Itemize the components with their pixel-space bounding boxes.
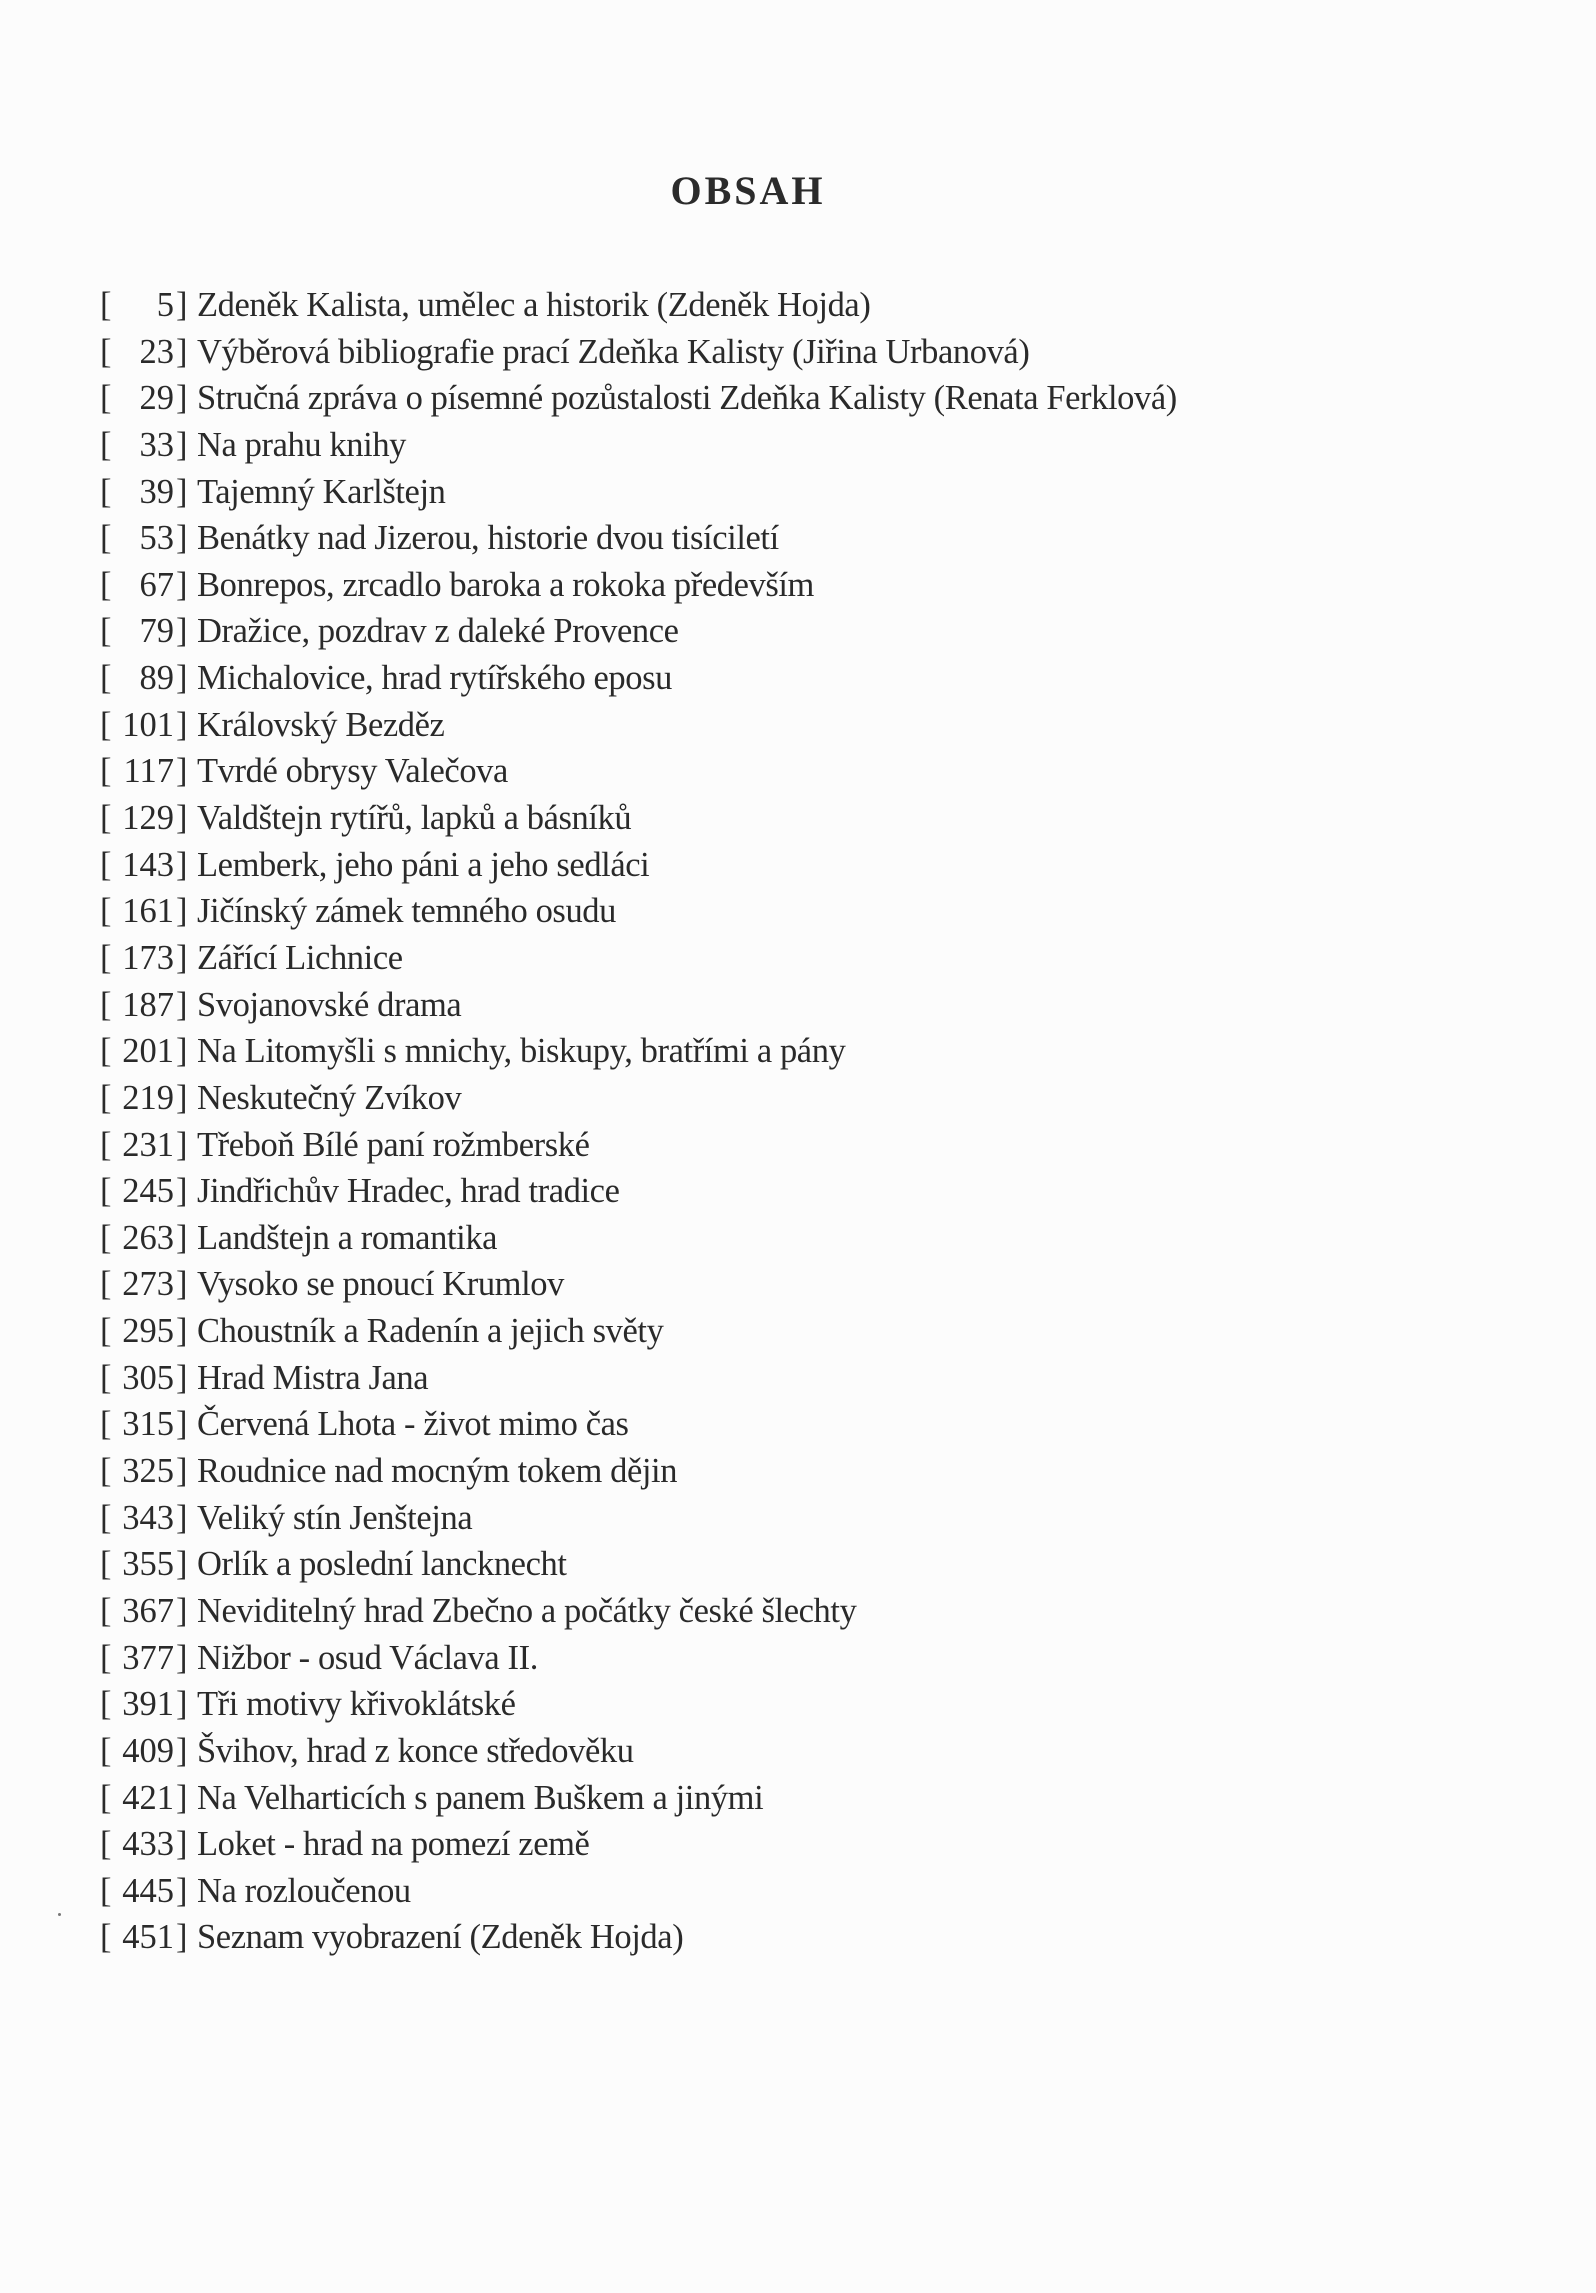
toc-entry bbox=[100, 1681, 1400, 1728]
toc-entry bbox=[100, 1868, 1400, 1915]
page-number: 39 bbox=[139, 472, 174, 511]
toc-entry bbox=[100, 1448, 1400, 1495]
bracket-open: [ bbox=[100, 1778, 112, 1817]
bracket-close: ] bbox=[176, 752, 188, 791]
page-number: 5 bbox=[156, 286, 174, 324]
entry-title: Veliký stín Jenštejna bbox=[197, 1498, 473, 1537]
page-number: 161 bbox=[122, 892, 174, 931]
toc-entry bbox=[100, 608, 1400, 655]
toc-entry bbox=[100, 1168, 1400, 1215]
bracket-open: [ bbox=[100, 1218, 112, 1257]
page-number: 53 bbox=[139, 519, 174, 558]
bracket-close: ] bbox=[176, 1405, 188, 1444]
bracket-open: [ bbox=[100, 425, 112, 464]
toc-entry bbox=[100, 1775, 1400, 1822]
bracket-close: ] bbox=[176, 1825, 188, 1864]
page-number: 89 bbox=[139, 659, 174, 698]
page-reference bbox=[100, 1122, 197, 1169]
bracket-close: ] bbox=[176, 1591, 188, 1630]
bracket-open: [ bbox=[100, 1498, 112, 1537]
toc-entry bbox=[100, 1495, 1400, 1542]
toc-entry bbox=[100, 329, 1400, 376]
toc-entry bbox=[100, 748, 1400, 795]
page-number: 117 bbox=[123, 752, 174, 791]
page-number: 129 bbox=[122, 799, 174, 838]
page-reference bbox=[100, 329, 197, 376]
page-reference bbox=[100, 1914, 197, 1961]
entry-title: Na prahu knihy bbox=[197, 425, 407, 464]
bracket-open: [ bbox=[100, 472, 112, 511]
page-number: 325 bbox=[122, 1452, 174, 1491]
entry-title: Tvrdé obrysy Valečova bbox=[197, 752, 508, 791]
page-reference bbox=[100, 515, 197, 562]
bracket-open: [ bbox=[100, 1591, 112, 1630]
bracket-open: [ bbox=[100, 1358, 112, 1397]
page-number: 263 bbox=[122, 1218, 174, 1257]
bracket-open: [ bbox=[100, 519, 112, 558]
toc-entry bbox=[100, 1261, 1400, 1308]
bracket-close: ] bbox=[176, 1638, 188, 1677]
entry-title: Michalovice, hrad rytířského eposu bbox=[197, 659, 673, 698]
page-number: 451 bbox=[122, 1918, 174, 1957]
page-number: 29 bbox=[139, 379, 174, 418]
bracket-close: ] bbox=[176, 1358, 188, 1397]
page-reference bbox=[100, 655, 197, 702]
page-number: 101 bbox=[122, 705, 174, 744]
page-reference bbox=[100, 422, 197, 469]
toc-entry bbox=[100, 562, 1400, 609]
page-reference bbox=[100, 282, 197, 329]
bracket-close: ] bbox=[176, 659, 188, 698]
bracket-open: [ bbox=[100, 985, 112, 1024]
toc-entry bbox=[100, 1075, 1400, 1122]
bracket-close: ] bbox=[176, 1218, 188, 1257]
page-number: 245 bbox=[122, 1172, 174, 1211]
bracket-close: ] bbox=[176, 1265, 188, 1304]
page-reference bbox=[100, 1681, 197, 1728]
entry-title: Choustník a Radenín a jejich světy bbox=[197, 1312, 664, 1351]
scan-speck bbox=[58, 1913, 61, 1916]
toc-entry bbox=[100, 935, 1400, 982]
page-number: 219 bbox=[122, 1078, 174, 1117]
page-reference bbox=[100, 982, 197, 1029]
bracket-close: ] bbox=[176, 332, 188, 371]
toc-entry bbox=[100, 1308, 1400, 1355]
entry-title: Červená Lhota - život mimo čas bbox=[197, 1405, 629, 1444]
page-title: OBSAH bbox=[670, 167, 826, 213]
bracket-open: [ bbox=[100, 799, 112, 838]
bracket-close: ] bbox=[176, 1685, 188, 1724]
bracket-close: ] bbox=[176, 1172, 188, 1211]
entry-title: Lemberk, jeho páni a jeho sedláci bbox=[197, 845, 650, 884]
bracket-open: [ bbox=[100, 1731, 112, 1770]
toc-entry bbox=[100, 375, 1400, 422]
bracket-open: [ bbox=[100, 705, 112, 744]
page-reference bbox=[100, 1775, 197, 1822]
page-reference bbox=[100, 888, 197, 935]
entry-title: Dražice, pozdrav z daleké Provence bbox=[197, 612, 679, 651]
bracket-close: ] bbox=[176, 1312, 188, 1351]
toc-entry bbox=[100, 422, 1400, 469]
bracket-open: [ bbox=[100, 1685, 112, 1724]
page-number: 391 bbox=[122, 1685, 174, 1724]
toc-entry bbox=[100, 1215, 1400, 1262]
page-reference bbox=[100, 1401, 197, 1448]
bracket-open: [ bbox=[100, 1452, 112, 1491]
bracket-close: ] bbox=[176, 1125, 188, 1164]
entry-title: Tři motivy křivoklátské bbox=[197, 1685, 516, 1724]
toc-entry bbox=[100, 1355, 1400, 1402]
entry-title: Vysoko se pnoucí Krumlov bbox=[197, 1265, 565, 1304]
bracket-open: [ bbox=[100, 1172, 112, 1211]
entry-title: Švihov, hrad z konce středověku bbox=[197, 1731, 634, 1770]
page-reference bbox=[100, 562, 197, 609]
bracket-close: ] bbox=[176, 705, 188, 744]
page-reference bbox=[100, 935, 197, 982]
bracket-close: ] bbox=[176, 1032, 188, 1071]
page-reference bbox=[100, 795, 197, 842]
page-reference bbox=[100, 1028, 197, 1075]
toc-entry bbox=[100, 1635, 1400, 1682]
page-reference bbox=[100, 1261, 197, 1308]
bracket-open: [ bbox=[100, 845, 112, 884]
toc-entry bbox=[100, 1122, 1400, 1169]
bracket-close: ] bbox=[176, 1078, 188, 1117]
entry-title: Na Litomyšli s mnichy, biskupy, bratřími a pány bbox=[197, 1032, 846, 1071]
toc-entry bbox=[100, 888, 1400, 935]
bracket-close: ] bbox=[176, 985, 188, 1024]
page-number: 201 bbox=[122, 1032, 174, 1071]
bracket-close: ] bbox=[176, 565, 188, 604]
bracket-open: [ bbox=[100, 752, 112, 791]
toc-entry bbox=[100, 795, 1400, 842]
bracket-close: ] bbox=[176, 799, 188, 838]
entry-title: Na Velharticích s panem Buškem a jinými bbox=[197, 1778, 764, 1817]
toc-entry bbox=[100, 1541, 1400, 1588]
bracket-open: [ bbox=[100, 1265, 112, 1304]
entry-title: Hrad Mistra Jana bbox=[197, 1358, 429, 1397]
bracket-close: ] bbox=[176, 845, 188, 884]
page-reference bbox=[100, 702, 197, 749]
page-reference bbox=[100, 1541, 197, 1588]
page-reference bbox=[100, 1728, 197, 1775]
page-reference bbox=[100, 1448, 197, 1495]
bracket-close: ] bbox=[176, 892, 188, 931]
bracket-open: [ bbox=[100, 1405, 112, 1444]
bracket-close: ] bbox=[176, 519, 188, 558]
page-number: 433 bbox=[122, 1825, 174, 1864]
page-reference bbox=[100, 1588, 197, 1635]
bracket-close: ] bbox=[176, 1498, 188, 1537]
page-reference bbox=[100, 1868, 197, 1915]
page-reference bbox=[100, 1355, 197, 1402]
entry-title: Svojanovské drama bbox=[197, 985, 462, 1024]
bracket-close: ] bbox=[176, 938, 188, 977]
entry-title: Loket - hrad na pomezí země bbox=[197, 1825, 590, 1864]
entry-title: Neviditelný hrad Zbečno a počátky české šlechty bbox=[197, 1591, 857, 1630]
page-reference bbox=[100, 375, 197, 422]
toc-entry bbox=[100, 1821, 1400, 1868]
entry-title: Benátky nad Jizerou, historie dvou tisíciletí bbox=[197, 519, 779, 558]
entry-title: Valdštejn rytířů, lapků a básníků bbox=[197, 799, 632, 838]
toc-entry bbox=[100, 469, 1400, 516]
bracket-close: ] bbox=[176, 612, 188, 651]
page-reference bbox=[100, 608, 197, 655]
page-number: 173 bbox=[122, 938, 174, 977]
bracket-open: [ bbox=[100, 286, 112, 324]
bracket-open: [ bbox=[100, 659, 112, 698]
entry-title: Orlík a poslední lancknecht bbox=[197, 1545, 567, 1584]
page-number: 343 bbox=[122, 1498, 174, 1537]
bracket-open: [ bbox=[100, 1032, 112, 1071]
bracket-close: ] bbox=[176, 472, 188, 511]
toc-entry bbox=[100, 1588, 1400, 1635]
bracket-close: ] bbox=[176, 1778, 188, 1817]
entry-title: Zdeněk Kalista, umělec a historik (Zdeněk Hojda) bbox=[197, 286, 871, 324]
entry-title: Královský Bezděz bbox=[197, 705, 445, 744]
bracket-open: [ bbox=[100, 1545, 112, 1584]
entry-title: Neskutečný Zvíkov bbox=[197, 1078, 462, 1117]
toc-entry bbox=[100, 1914, 1400, 1961]
bracket-close: ] bbox=[176, 379, 188, 418]
bracket-open: [ bbox=[100, 565, 112, 604]
bracket-close: ] bbox=[176, 425, 188, 464]
table-of-contents bbox=[100, 282, 1400, 1961]
entry-title: Nižbor - osud Václava II. bbox=[197, 1638, 538, 1677]
entry-title: Seznam vyobrazení (Zdeněk Hojda) bbox=[197, 1918, 684, 1957]
toc-entry bbox=[100, 1028, 1400, 1075]
bracket-open: [ bbox=[100, 938, 112, 977]
page-reference bbox=[100, 748, 197, 795]
page-number: 33 bbox=[139, 425, 174, 464]
toc-entry bbox=[100, 702, 1400, 749]
toc-entry bbox=[100, 1401, 1400, 1448]
page-number: 445 bbox=[122, 1871, 174, 1910]
page-number: 67 bbox=[139, 565, 174, 604]
bracket-close: ] bbox=[176, 1918, 188, 1957]
page-reference bbox=[100, 1215, 197, 1262]
bracket-open: [ bbox=[100, 1125, 112, 1164]
toc-entry bbox=[100, 1728, 1400, 1775]
page-number: 355 bbox=[122, 1545, 174, 1584]
toc-entry bbox=[100, 282, 1400, 329]
bracket-open: [ bbox=[100, 1918, 112, 1957]
page-number: 79 bbox=[139, 612, 174, 651]
page-reference bbox=[100, 1635, 197, 1682]
bracket-open: [ bbox=[100, 379, 112, 418]
bracket-open: [ bbox=[100, 1871, 112, 1910]
bracket-open: [ bbox=[100, 1312, 112, 1351]
page-reference bbox=[100, 1495, 197, 1542]
bracket-open: [ bbox=[100, 1078, 112, 1117]
page-reference bbox=[100, 1308, 197, 1355]
page-reference bbox=[100, 1075, 197, 1122]
page-number: 187 bbox=[122, 985, 174, 1024]
page-number: 305 bbox=[122, 1358, 174, 1397]
page-number: 231 bbox=[122, 1125, 174, 1164]
entry-title: Tajemný Karlštejn bbox=[197, 472, 446, 511]
page-number: 377 bbox=[122, 1638, 174, 1677]
page-reference bbox=[100, 1168, 197, 1215]
bracket-open: [ bbox=[100, 332, 112, 371]
entry-title: Landštejn a romantika bbox=[197, 1218, 498, 1257]
page-reference bbox=[100, 469, 197, 516]
page-number: 315 bbox=[122, 1405, 174, 1444]
entry-title: Na rozloučenou bbox=[197, 1871, 411, 1910]
toc-entry bbox=[100, 842, 1400, 889]
entry-title: Bonrepos, zrcadlo baroka a rokoka především bbox=[197, 565, 814, 604]
toc-entry bbox=[100, 982, 1400, 1029]
bracket-close: ] bbox=[176, 286, 188, 324]
bracket-close: ] bbox=[176, 1452, 188, 1491]
bracket-open: [ bbox=[100, 892, 112, 931]
entry-title: Jičínský zámek temného osudu bbox=[197, 892, 617, 931]
page-reference bbox=[100, 1821, 197, 1868]
toc-entry bbox=[100, 515, 1400, 562]
entry-title: Třeboň Bílé paní rožmberské bbox=[197, 1125, 590, 1164]
page-number: 273 bbox=[122, 1265, 174, 1304]
bracket-close: ] bbox=[176, 1545, 188, 1584]
bracket-open: [ bbox=[100, 1825, 112, 1864]
bracket-open: [ bbox=[100, 1638, 112, 1677]
page-reference bbox=[100, 842, 197, 889]
entry-title: Zářící Lichnice bbox=[197, 938, 403, 977]
toc-entry bbox=[100, 655, 1400, 702]
entry-title: Jindřichův Hradec, hrad tradice bbox=[197, 1172, 620, 1211]
page-number: 421 bbox=[122, 1778, 174, 1817]
page-number: 23 bbox=[139, 332, 174, 371]
entry-title: Stručná zpráva o písemné pozůstalosti Zdeňka Kalisty (Renata Ferklová) bbox=[197, 379, 1177, 418]
bracket-close: ] bbox=[176, 1731, 188, 1770]
page-number: 295 bbox=[122, 1312, 174, 1351]
bracket-open: [ bbox=[100, 612, 112, 651]
page-number: 143 bbox=[122, 845, 174, 884]
page-number: 409 bbox=[122, 1731, 174, 1770]
bracket-close: ] bbox=[176, 1871, 188, 1910]
entry-title: Roudnice nad mocným tokem dějin bbox=[197, 1452, 678, 1491]
page-number: 367 bbox=[122, 1591, 174, 1630]
entry-title: Výběrová bibliografie prací Zdeňka Kalisty (Jiřina Urbanová) bbox=[197, 332, 1030, 371]
